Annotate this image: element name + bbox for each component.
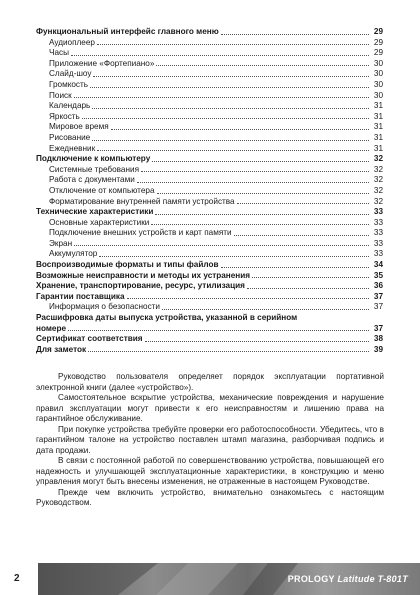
toc-leader-dots <box>71 55 369 56</box>
toc-leader-dots <box>247 288 369 289</box>
toc-entry-title: Часы <box>49 48 69 58</box>
intro-paragraph: Прежде чем включить устройство, внимательно ознакомьтесь с настоящим Руководством. <box>36 487 384 507</box>
toc-entry-title: Экран <box>49 238 73 248</box>
toc-leader-dots <box>252 277 369 278</box>
toc-entry-page: 39 <box>373 344 383 354</box>
toc-entry-page: 32 <box>373 154 383 164</box>
toc-entry-page: 30 <box>373 90 383 100</box>
toc-entry-page: 33 <box>373 249 383 259</box>
toc-entry[interactable] <box>36 197 383 208</box>
toc-entry[interactable] <box>36 175 383 186</box>
toc-leader-dots <box>99 256 369 257</box>
toc-leader-dots <box>151 224 369 225</box>
toc-leader-dots <box>111 129 369 130</box>
toc-entry-title-line1: Расшифровка даты выпуска устройства, указанной в серийном <box>36 313 298 323</box>
toc-entry-page: 31 <box>373 132 383 142</box>
toc-leader-dots <box>93 76 369 77</box>
toc-entry-title: Хранение, транспортирование, ресурс, утилизация <box>36 281 245 291</box>
toc-leader-dots <box>88 351 369 352</box>
toc-entry-title: Сертификат соответствия <box>36 334 143 344</box>
toc-entry-title: Календарь <box>49 101 91 111</box>
toc-entry[interactable] <box>36 165 383 176</box>
toc-entry-page: 32 <box>373 185 383 195</box>
toc-entry[interactable] <box>36 345 383 356</box>
toc-leader-dots <box>145 341 369 342</box>
toc-entry[interactable] <box>36 218 383 229</box>
toc-entry[interactable] <box>36 154 383 165</box>
toc-leader-dots <box>221 267 369 268</box>
toc-entry-title: Яркость <box>49 111 80 121</box>
toc-leader-dots <box>74 97 369 98</box>
toc-entry[interactable] <box>36 59 383 70</box>
toc-entry[interactable] <box>36 334 383 345</box>
brand-name: PROLOGY <box>287 574 335 584</box>
toc-entry-page: 30 <box>373 69 383 79</box>
toc-entry-page: 33 <box>373 207 383 217</box>
toc-entry-page: 37 <box>373 291 383 301</box>
toc-entry[interactable] <box>36 260 383 271</box>
toc-leader-dots <box>162 309 369 310</box>
intro-paragraph: В связи с постоянной работой по совершенствованию устройства, повышающей его надежность и улучшающей эксплуатационные характеристики, в конструкцию и меню управления могут быть внесены изменения, не отраженные в настоящем Руководстве. <box>36 456 384 486</box>
toc-entry[interactable] <box>36 249 383 260</box>
toc-entry[interactable] <box>36 144 383 155</box>
toc-leader-dots <box>97 44 369 45</box>
page-footer <box>0 563 420 595</box>
toc-leader-dots <box>74 245 369 246</box>
toc-entry-title-line2: номере <box>36 323 67 333</box>
toc-entry[interactable] <box>36 101 383 112</box>
toc-leader-dots <box>137 182 369 183</box>
toc-leader-dots <box>92 108 369 109</box>
toc-leader-dots <box>155 214 369 215</box>
page-number: 2 <box>14 573 20 584</box>
toc-entry-title: Приложение «Фортепиано» <box>49 58 155 68</box>
toc-entry[interactable] <box>36 271 383 282</box>
toc-entry-title: Гарантии поставщика <box>36 291 125 301</box>
toc-entry-page: 36 <box>373 281 383 291</box>
toc-entry-page: 35 <box>373 270 383 280</box>
toc-entry-title: Подключение к компьютеру <box>36 154 151 164</box>
toc-entry-title: Форматирование внутренней памяти устройства <box>49 196 235 206</box>
toc-entry[interactable] <box>36 228 383 239</box>
toc-entry-title: Рисование <box>49 132 91 142</box>
toc-entry-title: Слайд-шоу <box>49 69 92 79</box>
toc-entry-serial-date[interactable] <box>36 313 383 334</box>
toc-entry[interactable] <box>36 38 383 49</box>
toc-entry[interactable] <box>36 133 383 144</box>
toc-entry-title: Возможные неисправности и методы их устранения <box>36 270 251 280</box>
toc-leader-dots <box>127 298 369 299</box>
toc-entry[interactable] <box>36 27 383 38</box>
toc-leader-dots <box>97 150 369 151</box>
toc-entry-page: 38 <box>373 334 383 344</box>
intro-paragraph: Руководство пользователя определяет порядок эксплуатации портативной электронной книги (далее «устройство»). <box>36 372 384 392</box>
toc-entry-page: 31 <box>373 122 383 132</box>
toc-leader-dots <box>152 161 369 162</box>
intro-text <box>36 372 384 509</box>
footer-banner <box>38 563 420 595</box>
toc-entry-title: Мировое время <box>49 122 109 132</box>
toc-entry-title: Подключение внешних устройств и карт памяти <box>49 228 232 238</box>
toc-entry-title: Системные требования <box>49 164 140 174</box>
toc-entry-page: 33 <box>373 228 383 238</box>
toc-entry[interactable] <box>36 302 383 313</box>
toc-entry-title: Аудиоплеер <box>49 37 95 47</box>
toc-entry-page: 29 <box>373 37 383 47</box>
toc-entry-page: 34 <box>373 260 383 270</box>
toc-entry-title: Информация о безопасности <box>49 302 160 312</box>
toc-entry-page: 29 <box>373 27 383 36</box>
toc-entry[interactable] <box>36 239 383 250</box>
toc-entry-page: 31 <box>373 111 383 121</box>
toc-leader-dots <box>234 235 369 236</box>
toc-entry[interactable] <box>36 91 383 102</box>
toc-entry-title: Ежедневник <box>49 143 96 153</box>
toc-leader-dots <box>221 34 369 35</box>
toc-tail-list <box>36 334 383 355</box>
toc-entry-page: 37 <box>373 302 383 312</box>
toc-entry-title: Отключение от компьютера <box>49 185 155 195</box>
intro-paragraph: Самостоятельное вскрытие устройства, механические повреждения и нарушение правил эксплуатации могут привести к его неисправностям и лишению права на гарантийное обслуживание. <box>36 393 384 423</box>
toc-entry[interactable] <box>36 69 383 80</box>
toc-entry[interactable] <box>36 112 383 123</box>
toc-entry-title: Аккумулятор <box>49 249 98 259</box>
toc-entry-page: 37 <box>373 323 383 333</box>
toc-entry-page: 30 <box>373 79 383 89</box>
toc-entry-title: Основные характеристики <box>49 217 150 227</box>
toc-entry-page: 31 <box>373 101 383 111</box>
toc-leader-dots <box>156 65 369 66</box>
toc-leader-dots <box>90 87 369 88</box>
toc-entry-title: Для заметок <box>36 344 87 354</box>
toc-entry-title: Функциональный интерфейс главного меню <box>36 27 219 36</box>
toc-leader-dots <box>68 330 369 331</box>
toc-leader-dots <box>82 118 369 119</box>
toc-entry[interactable] <box>36 292 383 303</box>
toc-entry[interactable] <box>36 80 383 91</box>
model-name: Latitude T-801T <box>337 574 408 584</box>
toc-entry-page: 33 <box>373 217 383 227</box>
toc-entry[interactable] <box>36 207 383 218</box>
toc-leader-dots <box>141 171 369 172</box>
toc-entry-page: 29 <box>373 48 383 58</box>
toc-entry-title: Работа с документами <box>49 175 135 185</box>
toc-entry[interactable] <box>36 281 383 292</box>
toc-entry-page: 32 <box>373 164 383 174</box>
toc-entry-title: Воспроизводимые форматы и типы файлов <box>36 260 219 270</box>
toc-entry-page: 30 <box>373 58 383 68</box>
toc-entry-title: Поиск <box>49 90 72 100</box>
toc-entry[interactable] <box>36 48 383 59</box>
toc-entry-page: 33 <box>373 238 383 248</box>
table-of-contents <box>36 27 383 355</box>
toc-entry[interactable] <box>36 122 383 133</box>
toc-entry-page: 32 <box>373 175 383 185</box>
toc-entry-page: 31 <box>373 143 383 153</box>
intro-paragraph: При покупке устройства требуйте проверки его работоспособности. Убедитесь, что в гарантийном талоне на устройство поставлен штамп магазина, разборчивая подпись и дата продажи. <box>36 424 384 455</box>
toc-leader-dots <box>157 193 369 194</box>
toc-entry[interactable] <box>36 186 383 197</box>
toc-list <box>36 27 383 313</box>
brand-label <box>288 574 408 584</box>
toc-entry-title: Технические характеристики <box>36 207 154 217</box>
toc-leader-dots <box>237 203 369 204</box>
toc-entry-page: 32 <box>373 196 383 206</box>
toc-leader-dots <box>92 140 369 141</box>
toc-entry-title: Громкость <box>49 79 89 89</box>
